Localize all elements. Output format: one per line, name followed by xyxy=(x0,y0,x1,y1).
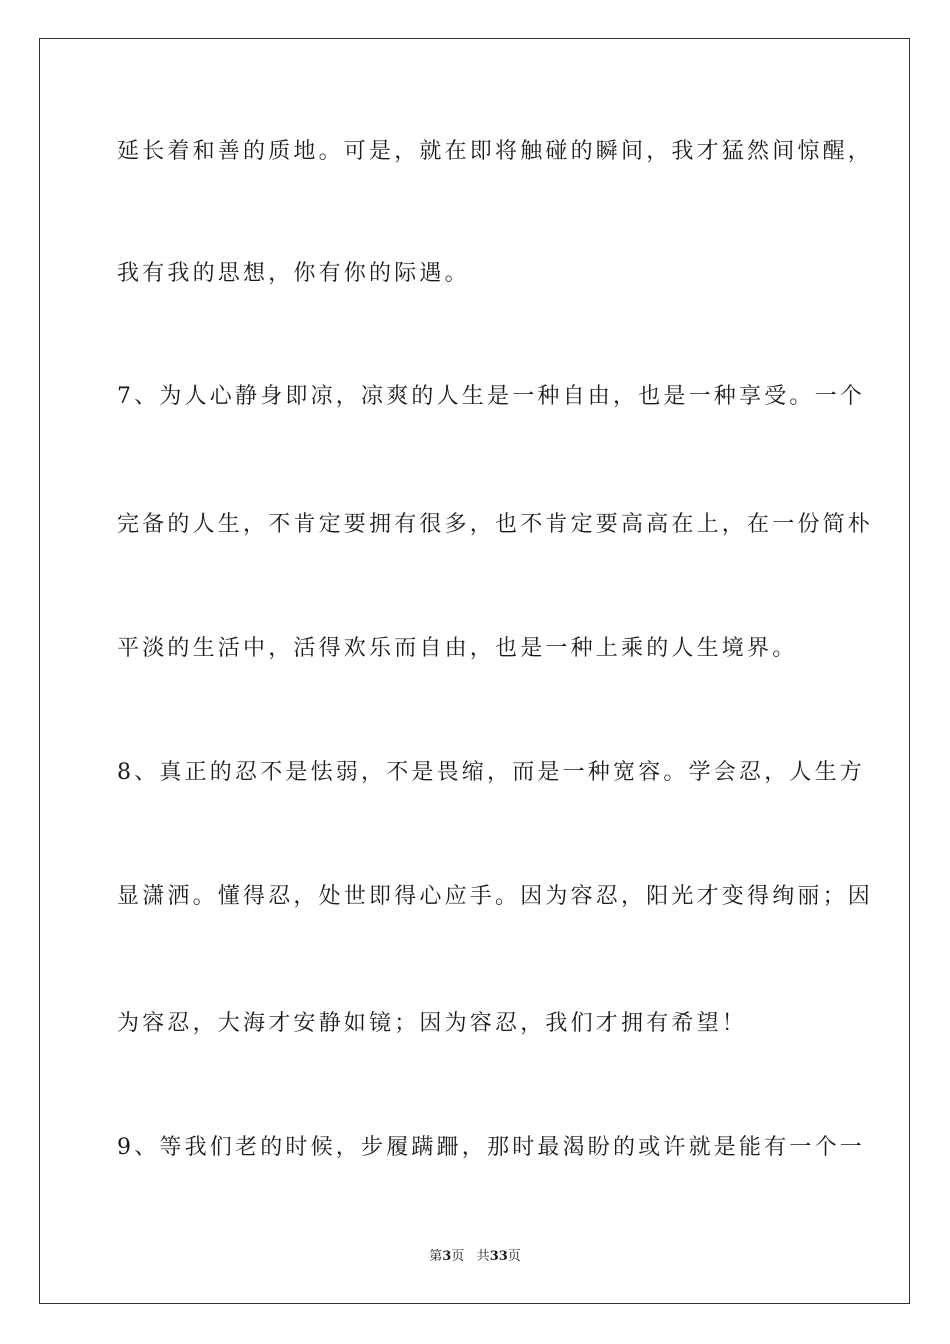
text-line: 9、等我们老的时候，步履蹒跚，那时最渴盼的或许就是能有一个一 xyxy=(117,1135,865,1160)
page-footer xyxy=(0,1248,950,1266)
page-border xyxy=(39,38,910,1304)
text-line: 延长着和善的质地。可是，就在即将触碰的瞬间，我才猛然间惊醒， xyxy=(117,139,874,164)
total-prefix: 共 xyxy=(476,1249,490,1264)
text-line: 平淡的生活中，活得欢乐而自由，也是一种上乘的人生境界。 xyxy=(117,636,798,661)
text-line: 为容忍，大海才安静如镜；因为容忍，我们才拥有希望！ xyxy=(117,1011,748,1036)
total-suffix: 页 xyxy=(507,1249,521,1264)
page-prefix: 第 xyxy=(429,1249,443,1264)
text-line: 显潇洒。懂得忍，处世即得心应手。因为容忍，阳光才变得绚丽；因 xyxy=(117,884,874,909)
text-line: 8、真正的忍不是怯弱，不是畏缩，而是一种宽容。学会忍，人生方 xyxy=(117,760,865,785)
current-page-number: 3 xyxy=(442,1249,452,1264)
text-line: 完备的人生，不肯定要拥有很多，也不肯定要高高在上，在一份简朴 xyxy=(117,512,874,537)
total-page-count: 33 xyxy=(489,1249,508,1264)
text-line: 我有我的思想，你有你的际遇。 xyxy=(117,261,470,286)
page-suffix: 页 xyxy=(451,1249,465,1264)
text-line: 7、为人心静身即凉，凉爽的人生是一种自由，也是一种享受。一个 xyxy=(117,384,865,409)
